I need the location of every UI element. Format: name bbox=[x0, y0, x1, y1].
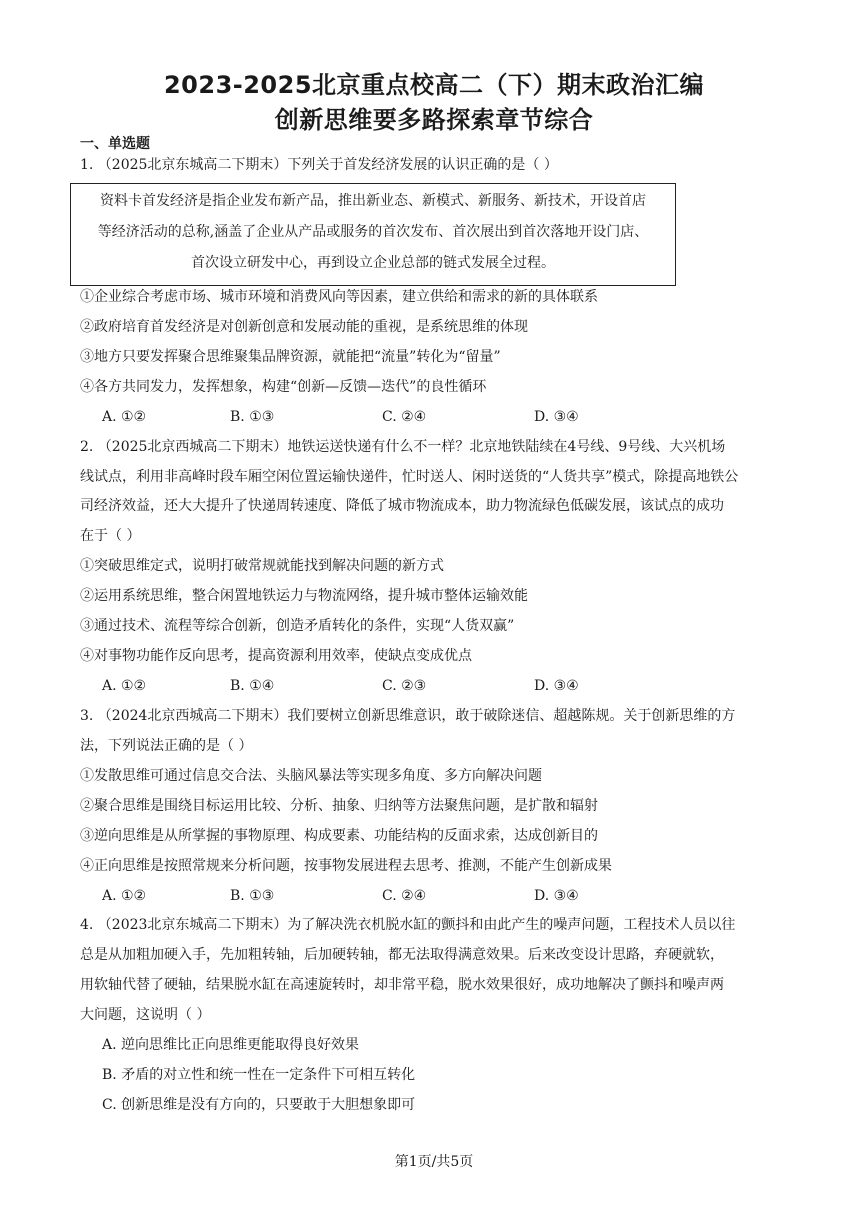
info-box-line: 首次设立研发中心，再到设立企业总部的链式发展全过程。 bbox=[191, 255, 555, 271]
section-heading: 一、单选题 bbox=[80, 136, 150, 152]
document-title: 2023-2025北京重点校高二（下）期末政治汇编 bbox=[163, 71, 705, 99]
option-d: D. ③④ bbox=[534, 409, 579, 425]
option-c: C. ②③ bbox=[382, 678, 427, 694]
question-3-item: ①发散思维可通过信息交合法、头脑风暴法等实现多角度、多方向解决问题 bbox=[80, 768, 542, 784]
option-c: C. ②④ bbox=[382, 409, 427, 425]
question-4-stem-line: 4. （2023北京东城高二下期末）为了解决洗衣机脱水缸的颤抖和由此产生的噪声问题，工程技术人员以往 bbox=[80, 917, 736, 933]
question-1-item: ④各方共同发力，发挥想象，构建“创新—反馈—迭代”的良性循环 bbox=[80, 379, 487, 395]
option-b: B. ①③ bbox=[230, 888, 275, 904]
option-d: D. ③④ bbox=[534, 888, 579, 904]
page-number: 第1页/共5页 bbox=[394, 1154, 474, 1170]
question-2-item: ④对事物功能作反向思考，提高资源利用效率，使缺点变成优点 bbox=[80, 648, 472, 664]
info-box-line: 资料卡首发经济是指企业发布新产品，推出新业态、新模式、新服务、新技术，开设首店 bbox=[100, 193, 646, 209]
question-1-item: ②政府培育首发经济是对创新创意和发展动能的重视，是系统思维的体现 bbox=[80, 319, 528, 335]
info-box-line: 等经济活动的总称,涵盖了企业从产品或服务的首次发布、首次展出到首次落地开设门店、 bbox=[97, 224, 649, 240]
option-b: B. ①③ bbox=[230, 409, 275, 425]
question-2-item: ②运用系统思维，整合闲置地铁运力与物流网络，提升城市整体运输效能 bbox=[80, 588, 528, 604]
option-c: C. ②④ bbox=[382, 888, 427, 904]
question-2-item: ③通过技术、流程等综合创新，创造矛盾转化的条件，实现“人货双赢” bbox=[80, 618, 515, 634]
question-2-stem-line: 在于（ ） bbox=[80, 528, 141, 544]
question-3-item: ②聚合思维是围绕目标运用比较、分析、抽象、归纳等方法聚焦问题，是扩散和辐射 bbox=[80, 798, 598, 814]
question-1-item: ③地方只要发挥聚合思维聚集品牌资源，就能把“流量”转化为“留量” bbox=[80, 349, 501, 365]
question-4-option-c: C. 创新思维是没有方向的，只要敢于大胆想象即可 bbox=[102, 1097, 416, 1113]
question-3-item: ③逆向思维是从所掌握的事物原理、构成要素、功能结构的反面求索，达成创新目的 bbox=[80, 828, 598, 844]
option-a: A. ①② bbox=[102, 678, 147, 694]
question-4-stem-line: 总是从加粗加硬入手，先加粗转轴，后加硬转轴，都无法取得满意效果。后来改变设计思路，弃硬就软， bbox=[80, 947, 724, 963]
question-2-stem-line: 司经济效益，还大大提升了快递周转速度、降低了城市物流成本，助力物流绿色低碳发展，该试点的成功 bbox=[80, 498, 724, 514]
document-subtitle: 创新思维要多路探索章节综合 bbox=[274, 106, 594, 134]
question-1-item: ①企业综合考虑市场、城市环境和消费风向等因素，建立供给和需求的新的具体联系 bbox=[80, 289, 598, 305]
option-d: D. ③④ bbox=[534, 678, 579, 694]
option-b: B. ①④ bbox=[230, 678, 275, 694]
question-2-item: ①突破思维定式，说明打破常规就能找到解决问题的新方式 bbox=[80, 558, 444, 574]
question-2-stem-line: 线试点，利用非高峰时段车厢空闲位置运输快递件，忙时送人、闲时送货的“人货共享”模式，除提高地铁公 bbox=[80, 469, 739, 485]
question-4-option-a: A. 逆向思维比正向思维更能取得良好效果 bbox=[102, 1037, 360, 1053]
option-a: A. ①② bbox=[102, 409, 147, 425]
question-1-stem: 1. （2025北京东城高二下期末）下列关于首发经济发展的认识正确的是（ ） bbox=[80, 157, 558, 173]
question-3-stem-line: 法，下列说法正确的是（ ） bbox=[80, 738, 253, 754]
question-3-stem-line: 3. （2024北京西城高二下期末）我们要树立创新思维意识，敢于破除迷信、超越陈规。关于创新思维的方 bbox=[80, 708, 736, 724]
question-1-info-box bbox=[70, 183, 676, 286]
question-2-stem-line: 2. （2025北京西城高二下期末）地铁运送快递有什么不一样？北京地铁陆续在4号线、9号线、大兴机场 bbox=[80, 439, 726, 455]
question-4-stem-line: 大问题，这说明（ ） bbox=[80, 1007, 211, 1023]
question-4-option-b: B. 矛盾的对立性和统一性在一定条件下可相互转化 bbox=[102, 1067, 416, 1083]
question-4-stem-line: 用软轴代替了硬轴，结果脱水缸在高速旋转时，却非常平稳，脱水效果很好，成功地解决了颤抖和噪声两 bbox=[80, 977, 724, 993]
question-3-item: ④正向思维是按照常规来分析问题，按事物发展进程去思考、推测，不能产生创新成果 bbox=[80, 858, 612, 874]
option-a: A. ①② bbox=[102, 888, 147, 904]
